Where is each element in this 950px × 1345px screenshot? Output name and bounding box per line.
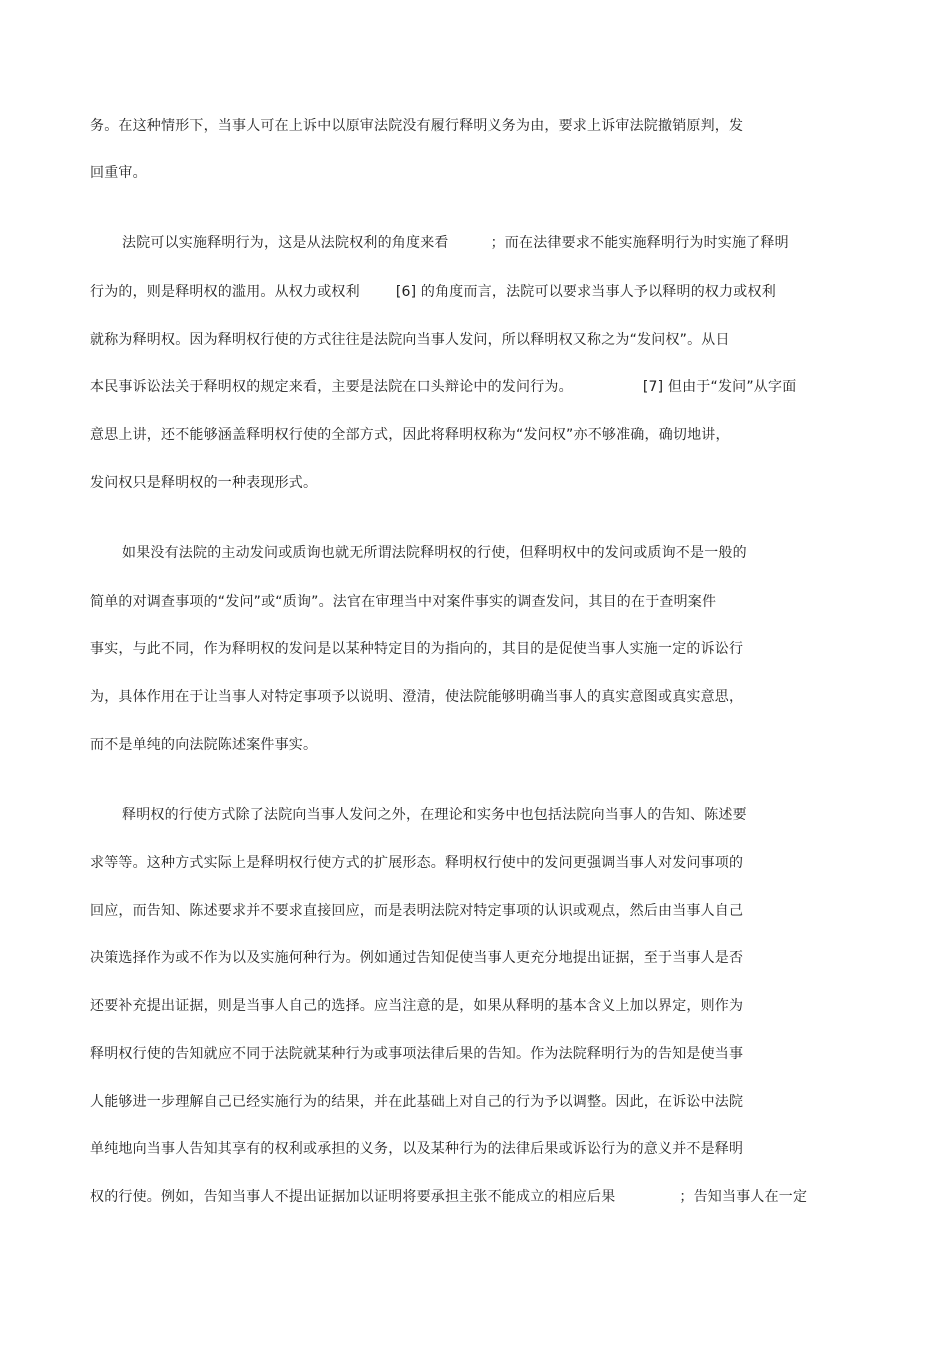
paragraph-1-line-2: 回重审。 [90,165,147,181]
text-segment: ；而在法律要求不能实施释明行为时实施了释明 [490,235,789,251]
paragraph-2-line-1 [122,234,789,252]
paragraph-2-line-2 [90,283,776,301]
paragraph-3-line-3: 事实，与此不同，作为释明权的发问是以某种特定目的为指向的，其目的是促使当事人实施一定的诉讼行 [90,641,744,657]
paragraph-4-line-6: 释明权行使的告知就应不同于法院就某种行为或事项法律后果的告知。作为法院释明行为的告知是使当事 [90,1046,744,1062]
paragraph-4-line-5: 还要补充提出证据，则是当事人自己的选择。应当注意的是，如果从释明的基本含义上加以界定，则作为 [90,998,744,1014]
paragraph-2-line-6: 发问权只是释明权的一种表现形式。 [90,475,318,491]
paragraph-4-line-8: 单纯地向当事人告知其享有的权利或承担的义务，以及某种行为的法律后果或诉讼行为的意义并不是释明 [90,1141,744,1157]
footnote-ref-7: [7] 但由于“发问”从字面 [642,379,797,395]
paragraph-4-line-7: 人能够进一步理解自己已经实施行为的结果，并在此基础上对自己的行为予以调整。因此，在诉讼中法院 [90,1094,744,1110]
paragraph-3-line-1: 如果没有法院的主动发问或质询也就无所谓法院释明权的行使，但释明权中的发问或质询不是一般的 [122,545,747,561]
paragraph-3-line-2: 简单的对调查事项的“发问”或“质询”。法官在审理当中对案件事实的调查发问，其目的在于查明案件 [90,594,717,610]
text-segment: 本民事诉讼法关于释明权的规定来看，主要是法院在口头辩论中的发问行为。 [90,379,573,395]
text-segment: 行为的，则是释明权的滥用。从权力或权利 [90,284,360,300]
paragraph-3-line-4: 为，具体作用在于让当事人对特定事项予以说明、澄清，使法院能够明确当事人的真实意图或真实意思， [90,689,744,705]
footnote-ref-6: [6] 的角度而言，法院可以要求当事人予以释明的权力或权利 [395,284,776,300]
paragraph-3-line-5: 而不是单纯的向法院陈述案件事实。 [90,737,318,753]
paragraph-4-line-1: 释明权的行使方式除了法院向当事人发问之外，在理论和实务中也包括法院向当事人的告知、陈述要 [122,807,747,823]
paragraph-2-line-3: 就称为释明权。因为释明权行使的方式往往是法院向当事人发问，所以释明权又称之为“发问权”。从日 [90,332,730,348]
paragraph-2-line-5: 意思上讲，还不能够涵盖释明权行使的全部方式，因此将释明权称为“发问权”亦不够准确，确切地讲， [90,427,730,443]
paragraph-4-line-3: 回应，而告知、陈述要求并不要求直接回应，而是表明法院对特定事项的认识或观点，然后由当事人自己 [90,903,744,919]
text-segment: ；告知当事人在一定 [679,1189,808,1205]
text-segment: 权的行使。例如，告知当事人不提出证据加以证明将要承担主张不能成立的相应后果 [90,1189,616,1205]
text-segment: 法院可以实施释明行为，这是从法院权利的角度来看 [122,235,449,251]
paragraph-4-line-4: 决策选择作为或不作为以及实施何种行为。例如通过告知促使当事人更充分地提出证据，至于当事人是否 [90,950,744,966]
paragraph-2-line-4 [90,378,796,396]
paragraph-4-line-2: 求等等。这种方式实际上是释明权行使方式的扩展形态。释明权行使中的发问更强调当事人对发问事项的 [90,855,744,871]
paragraph-4-line-9 [90,1188,807,1206]
paragraph-1-line-1: 务。在这种情形下，当事人可在上诉中以原审法院没有履行释明义务为由，要求上诉审法院撤销原判，发 [90,118,744,134]
